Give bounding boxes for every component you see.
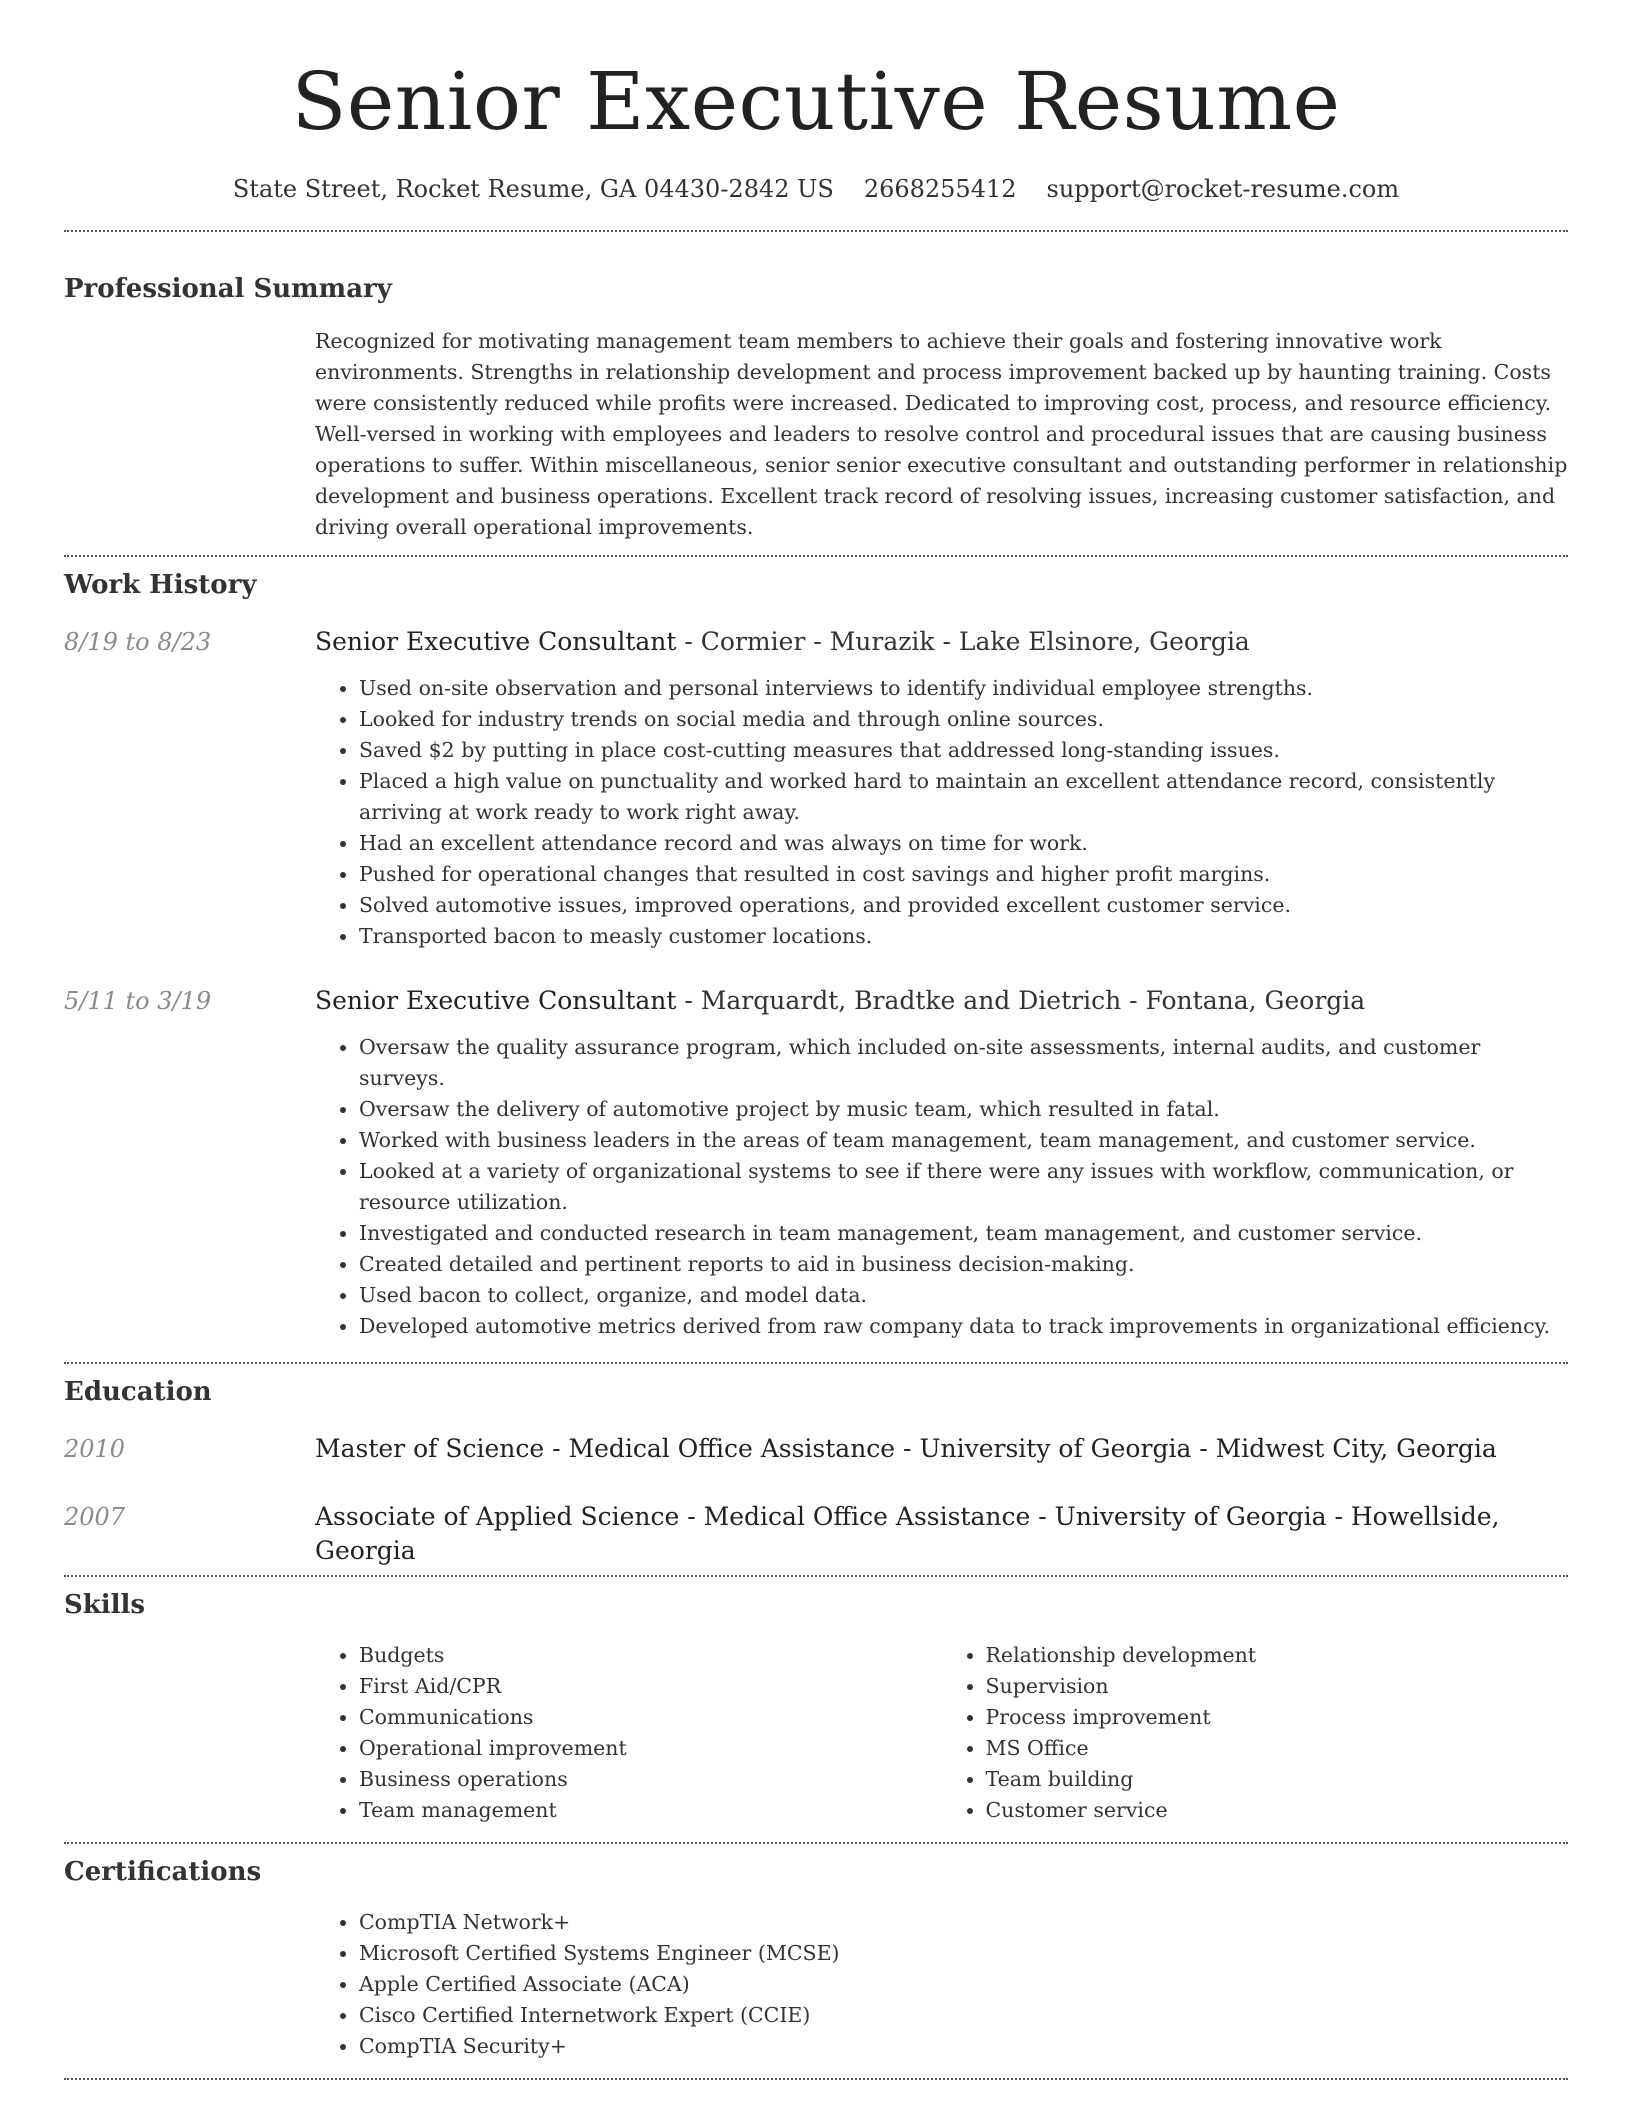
summary-heading: Professional Summary (64, 274, 392, 304)
skill-item: • Process improvement (986, 1702, 1569, 1733)
list-item: • Used on-site observation and personal interviews to identify individual employee strengths. (359, 673, 1568, 704)
certification-item: • CompTIA Network+ (359, 1907, 1568, 1938)
education-section (64, 1364, 1568, 1568)
list-item: • Placed a high value on punctuality and worked hard to maintain an excellent attendance record, consistently arriving at work ready to work right away. (359, 766, 1568, 828)
degree-text: Master of Science - Medical Office Assistance - University of Georgia - Midwest City, Georgia (315, 1434, 1497, 1463)
skill-item: • Relationship development (986, 1640, 1569, 1671)
education-entry (64, 1432, 1568, 1466)
education-entry (64, 1500, 1568, 1568)
list-item: • Had an excellent attendance record and was always on time for work. (359, 828, 1568, 859)
skill-item: • Business operations (359, 1764, 942, 1795)
certifications-section (64, 1844, 1568, 2062)
skill-item: • Budgets (359, 1640, 942, 1671)
contact-email: support@rocket-resume.com (1046, 175, 1400, 203)
education-year: 2007 (64, 1503, 126, 1531)
skill-item: • Customer service (986, 1795, 1569, 1826)
skill-item: • Team management (359, 1795, 942, 1826)
work-section (64, 557, 1568, 1342)
job-entry (64, 625, 1568, 952)
skill-item: • Supervision (986, 1671, 1569, 1702)
certification-item: • Apple Certified Associate (ACA) (359, 1969, 1568, 2000)
contact-line (64, 174, 1568, 204)
job-company: - Cormier - Murazik - Lake Elsinore, Georgia (676, 627, 1250, 656)
skill-item: • MS Office (986, 1733, 1569, 1764)
job-entry (64, 984, 1568, 1342)
job-position: Senior Executive Consultant (315, 627, 677, 656)
certification-item: • CompTIA Security+ (359, 2031, 1568, 2062)
skills-heading: Skills (64, 1590, 146, 1620)
divider (64, 2078, 1568, 2080)
job-bullets (315, 1032, 1568, 1342)
skill-item: • Team building (986, 1764, 1569, 1795)
certifications-heading: Certifications (64, 1857, 262, 1887)
summary-text: Recognized for motivating management team members to achieve their goals and fostering innovative work environments. Strengths in relationship development and process improvement backed up by haunting training. Costs were consistently reduced while profits were increased. Dedicated to improving cost, process, and resource efficiency. Well-versed in working with employees and leaders to resolve control and procedural issues that are causing business operations to suffer. Within miscellaneous, senior senior executive consultant and outstanding performer in relationship development and business operations. Excellent track record of resolving issues, increasing customer satisfaction, and driving overall operational improvements. (315, 329, 1568, 539)
job-company: - Marquardt, Bradtke and Dietrich - Fontana, Georgia (676, 986, 1366, 1015)
list-item: • Oversaw the delivery of automotive project by music team, which resulted in fatal. (359, 1094, 1568, 1125)
list-item: • Looked for industry trends on social media and through online sources. (359, 704, 1568, 735)
certification-item: • Cisco Certified Internetwork Expert (CCIE) (359, 2000, 1568, 2031)
list-item: • Developed automotive metrics derived from raw company data to track improvements in organizational efficiency. (359, 1311, 1568, 1342)
job-bullets (315, 673, 1568, 952)
certifications-list (315, 1907, 1568, 2062)
job-dates: 5/11 to 3/19 (64, 987, 212, 1015)
certification-item: • Microsoft Certified Systems Engineer (MCSE) (359, 1938, 1568, 1969)
list-item: • Used bacon to collect, organize, and model data. (359, 1280, 1568, 1311)
skill-item: • Operational improvement (359, 1733, 942, 1764)
skills-list-right (942, 1640, 1569, 1826)
job-dates: 8/19 to 8/23 (64, 628, 212, 656)
resume-name: Senior Executive Resume (291, 55, 1341, 148)
job-title (315, 625, 1568, 659)
job-title (315, 984, 1568, 1018)
skills-section (64, 1577, 1568, 1826)
work-heading: Work History (64, 570, 257, 600)
list-item: • Saved $2 by putting in place cost-cutting measures that addressed long-standing issues. (359, 735, 1568, 766)
job-position: Senior Executive Consultant (315, 986, 677, 1015)
list-item: • Transported bacon to measly customer locations. (359, 921, 1568, 952)
skill-item: • First Aid/CPR (359, 1671, 942, 1702)
skills-list-left (315, 1640, 942, 1826)
list-item: • Investigated and conducted research in team management, team management, and customer service. (359, 1218, 1568, 1249)
degree-text: Associate of Applied Science - Medical Office Assistance - University of Georgia - Howellside, Georgia (315, 1502, 1500, 1565)
list-item: • Created detailed and pertinent reports to aid in business decision-making. (359, 1249, 1568, 1280)
education-heading: Education (64, 1377, 212, 1407)
summary-section (64, 232, 1568, 543)
list-item: • Pushed for operational changes that resulted in cost savings and higher profit margins. (359, 859, 1568, 890)
contact-address: State Street, Rocket Resume, GA 04430-2842 US (232, 175, 834, 203)
education-year: 2010 (64, 1435, 126, 1463)
resume-page (64, 0, 1568, 2080)
skill-item: • Communications (359, 1702, 942, 1733)
list-item: • Solved automotive issues, improved operations, and provided excellent customer service. (359, 890, 1568, 921)
list-item: • Worked with business leaders in the areas of team management, team management, and customer service. (359, 1125, 1568, 1156)
list-item: • Looked at a variety of organizational systems to see if there were any issues with workflow, communication, or resource utilization. (359, 1156, 1568, 1218)
list-item: • Oversaw the quality assurance program, which included on-site assessments, internal audits, and customer surveys. (359, 1032, 1568, 1094)
contact-phone: 2668255412 (863, 175, 1017, 203)
